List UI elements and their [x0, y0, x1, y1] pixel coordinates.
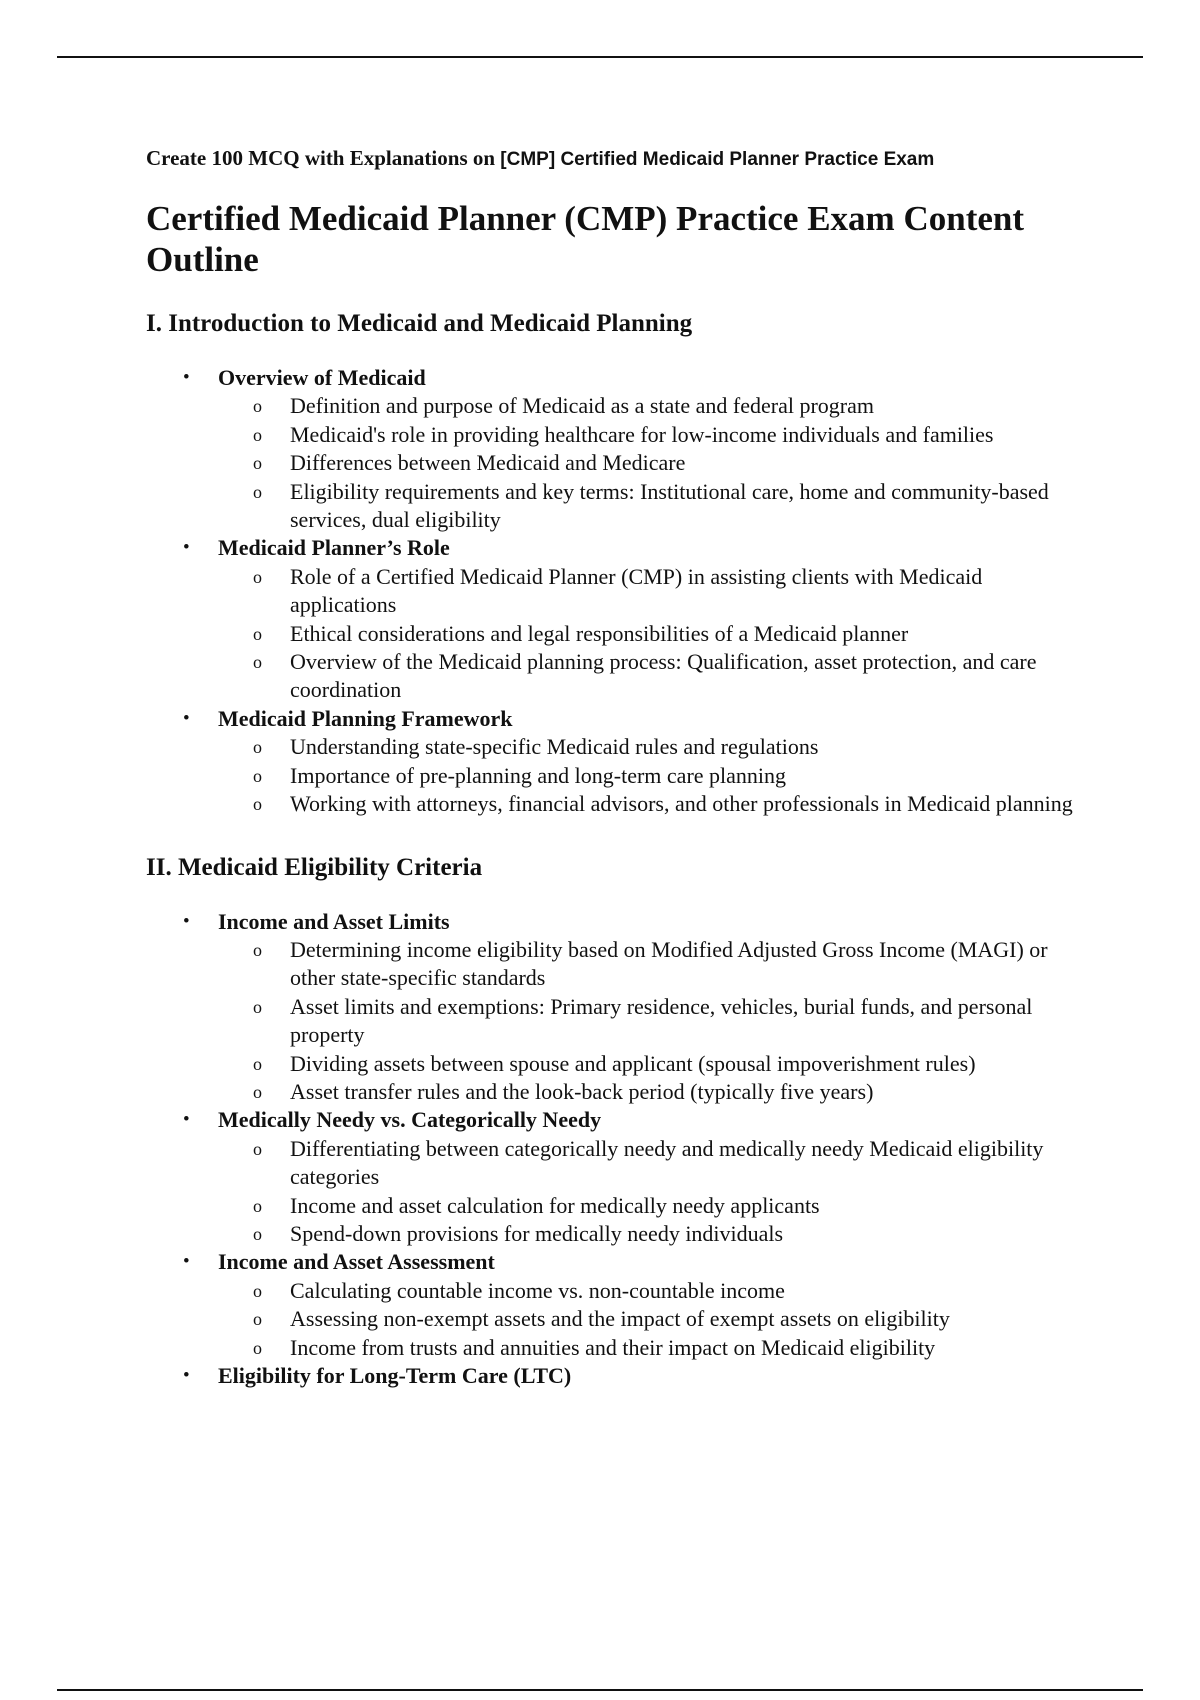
topic-list	[146, 364, 1086, 819]
sub-bullet-icon: o	[253, 1053, 262, 1074]
bullet-icon: •	[183, 537, 190, 559]
document-body	[146, 144, 1086, 1390]
sub-bullet-icon: o	[253, 1195, 262, 1216]
bullet-icon: •	[183, 910, 190, 932]
subtopic-item	[218, 478, 1086, 535]
subtopic-item	[218, 1192, 1086, 1220]
subtopic-text: Income and asset calculation for medically needy applicants	[290, 1192, 820, 1218]
subtopic-text: Understanding state-specific Medicaid rules and regulations	[290, 734, 819, 760]
topic-item	[146, 1362, 1086, 1390]
subtopic-list	[218, 1277, 1086, 1362]
topic-title: Eligibility for Long-Term Care (LTC)	[218, 1363, 572, 1388]
subtopic-text: Eligibility requirements and key terms: Institutional care, home and community-based services, dual eligibility	[290, 478, 1049, 533]
sub-bullet-icon: o	[253, 1280, 262, 1301]
sub-bullet-icon: o	[253, 1309, 262, 1330]
sub-bullet-icon: o	[253, 1223, 262, 1244]
header-rule	[57, 56, 1143, 58]
topic-title: Medicaid Planning Framework	[218, 705, 513, 731]
subtopic-text: Determining income eligibility based on Modified Adjusted Gross Income (MAGI) or other state-specific standards	[290, 936, 1048, 991]
sub-bullet-icon: o	[253, 1081, 262, 1102]
subtopic-item	[218, 1334, 1086, 1362]
topic-item	[146, 534, 1086, 704]
bullet-icon: •	[183, 707, 190, 729]
bullet-icon: •	[183, 1251, 190, 1273]
subtopic-list	[218, 563, 1086, 705]
bullet-icon: •	[183, 1365, 190, 1386]
subtopic-text: Role of a Certified Medicaid Planner (CMP) in assisting clients with Medicaid applications	[290, 563, 983, 618]
subtopic-item	[218, 936, 1086, 993]
subtopic-item	[218, 993, 1086, 1050]
topic-item	[146, 1248, 1086, 1362]
subtopic-item	[218, 1135, 1086, 1192]
subtopic-text: Asset transfer rules and the look-back period (typically five years)	[290, 1078, 874, 1104]
subtopic-text: Differentiating between categorically needy and medically needy Medicaid eligibility categories	[290, 1135, 1044, 1190]
sub-bullet-icon: o	[253, 481, 262, 502]
intro-line	[146, 144, 1086, 174]
subtopic-item	[218, 1277, 1086, 1305]
sub-bullet-icon: o	[253, 623, 262, 644]
sub-bullet-icon: o	[253, 396, 262, 417]
subtopic-text: Calculating countable income vs. non-countable income	[290, 1277, 785, 1303]
subtopic-item	[218, 1078, 1086, 1106]
topic-title: Medically Needy vs. Categorically Needy	[218, 1107, 602, 1133]
bullet-icon: •	[183, 367, 190, 388]
topic-title: Income and Asset Assessment	[218, 1249, 495, 1275]
sub-bullet-icon: o	[253, 1337, 262, 1358]
footer-rule	[57, 1689, 1143, 1691]
topic-title: Overview of Medicaid	[218, 365, 426, 390]
document-title: Certified Medicaid Planner (CMP) Practice Exam Content Outline	[146, 199, 1025, 279]
subtopic-text: Overview of the Medicaid planning process: Qualification, asset protection, and care coordination	[290, 649, 1037, 703]
subtopic-item	[218, 648, 1086, 705]
subtopic-item	[218, 421, 1086, 449]
subtopic-list	[218, 733, 1086, 818]
sub-bullet-icon: o	[253, 737, 262, 758]
subtopic-text: Medicaid's role in providing healthcare for low-income individuals and families	[290, 421, 994, 447]
subtopic-item	[218, 1220, 1086, 1248]
topic-title: Medicaid Planner’s Role	[218, 535, 450, 561]
sub-bullet-icon: o	[253, 566, 262, 587]
sub-bullet-icon: o	[253, 453, 262, 474]
topic-item	[146, 1106, 1086, 1248]
section-heading: I. Introduction to Medicaid and Medicaid Planning	[146, 310, 693, 337]
bullet-icon: •	[183, 1109, 190, 1131]
sub-bullet-icon: o	[253, 1138, 262, 1159]
subtopic-text: Differences between Medicaid and Medicare	[290, 450, 686, 476]
subtopic-item	[218, 563, 1086, 620]
topic-list	[146, 908, 1086, 1391]
topic-item	[146, 908, 1086, 1107]
sub-bullet-icon: o	[253, 424, 262, 445]
subtopic-list	[218, 936, 1086, 1106]
subtopic-item	[218, 733, 1086, 761]
topic-item	[146, 364, 1086, 534]
subtopic-text: Asset limits and exemptions: Primary residence, vehicles, burial funds, and personal property	[290, 993, 1033, 1048]
subtopic-item	[218, 1050, 1086, 1078]
subtopic-text: Definition and purpose of Medicaid as a state and federal program	[290, 393, 875, 419]
sub-bullet-icon: o	[253, 765, 262, 786]
sub-bullet-icon: o	[253, 652, 262, 673]
intro-prefix: Create 100 MCQ with Explanations on	[146, 146, 501, 170]
subtopic-text: Ethical considerations and legal responsibilities of a Medicaid planner	[290, 620, 909, 646]
subtopic-list	[218, 1135, 1086, 1249]
subtopic-item	[218, 449, 1086, 477]
subtopic-item	[218, 762, 1086, 790]
sub-bullet-icon: o	[253, 939, 262, 960]
subtopic-text: Income from trusts and annuities and their impact on Medicaid eligibility	[290, 1334, 936, 1360]
subtopic-text: Assessing non-exempt assets and the impact of exempt assets on eligibility	[290, 1306, 950, 1332]
subtopic-item	[218, 620, 1086, 648]
subtopic-text: Dividing assets between spouse and applicant (spousal impoverishment rules)	[290, 1050, 976, 1076]
topic-item	[146, 705, 1086, 819]
section-heading: II. Medicaid Eligibility Criteria	[146, 853, 483, 881]
topic-title: Income and Asset Limits	[218, 908, 450, 934]
subtopic-list	[218, 392, 1086, 534]
subtopic-item	[218, 1305, 1086, 1333]
subtopic-text: Importance of pre-planning and long-term care planning	[290, 762, 787, 788]
subtopic-item	[218, 790, 1086, 818]
subtopic-item	[218, 392, 1086, 420]
sub-bullet-icon: o	[253, 996, 262, 1017]
subtopic-text: Working with attorneys, financial advisors, and other professionals in Medicaid planning	[290, 791, 1073, 817]
intro-exam-name: [CMP] Certified Medicaid Planner Practice Exam	[500, 149, 935, 170]
sub-bullet-icon: o	[253, 794, 262, 815]
subtopic-text: Spend-down provisions for medically needy individuals	[290, 1220, 784, 1246]
